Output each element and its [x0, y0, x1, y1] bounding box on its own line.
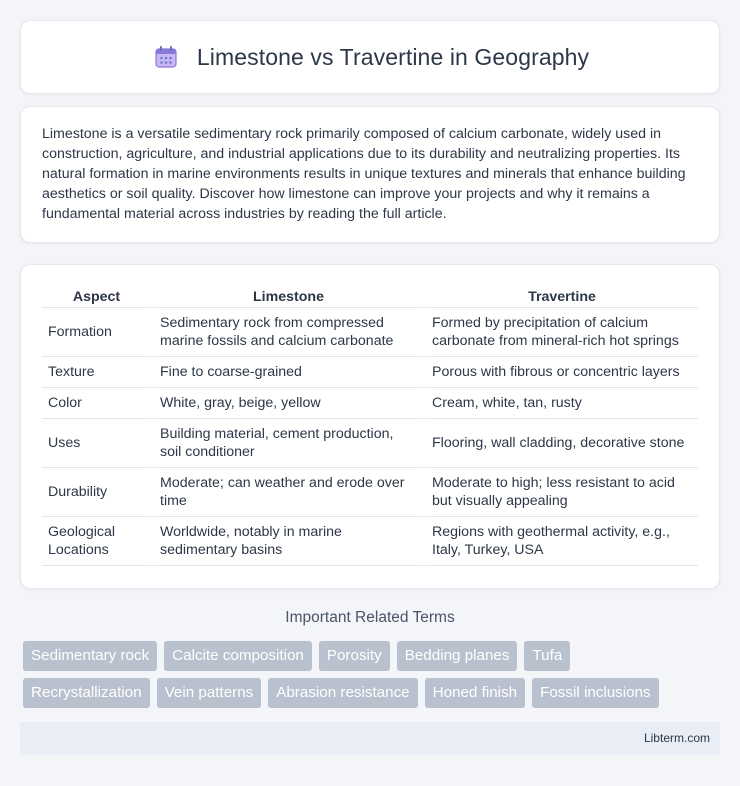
cell-limestone: Sedimentary rock from compressed marine fossils and calcium carbonate	[151, 308, 423, 357]
cell-aspect: Durability	[42, 468, 151, 517]
footer-site-link[interactable]: Libterm.com	[643, 731, 710, 745]
comparison-card	[20, 264, 720, 589]
cell-aspect: Texture	[42, 357, 151, 388]
cell-travertine: Formed by precipitation of calcium carbonate from mineral-rich hot springs	[423, 308, 698, 357]
table-row	[42, 388, 698, 419]
cell-limestone: White, gray, beige, yellow	[151, 388, 423, 419]
cell-limestone: Moderate; can weather and erode over time	[151, 468, 423, 517]
calendar-icon	[151, 42, 181, 72]
table-row	[42, 419, 698, 468]
cell-travertine: Cream, white, tan, rusty	[423, 388, 698, 419]
related-term-tag[interactable]: Vein patterns	[157, 678, 262, 708]
page-title: Limestone vs Travertine in Geography	[196, 43, 590, 70]
table-row	[42, 468, 698, 517]
cell-travertine: Moderate to high; less resistant to acid but visually appealing	[423, 468, 698, 517]
related-term-tag[interactable]: Recrystallization	[23, 678, 150, 708]
related-term-tag[interactable]: Abrasion resistance	[268, 678, 417, 708]
header-card	[20, 20, 720, 94]
related-term-tag[interactable]: Tufa	[524, 641, 570, 671]
intro-card	[20, 106, 720, 243]
cell-travertine: Regions with geothermal activity, e.g., Italy, Turkey, USA	[423, 517, 698, 566]
related-term-tag[interactable]: Sedimentary rock	[23, 641, 157, 671]
related-term-tag[interactable]: Porosity	[319, 641, 390, 671]
table-row	[42, 308, 698, 357]
table-header-row	[42, 285, 698, 308]
related-term-tag[interactable]: Honed finish	[425, 678, 525, 708]
footer	[20, 722, 720, 755]
header-limestone: Limestone	[151, 285, 423, 308]
intro-text: Limestone is a versatile sedimentary rock primarily composed of calcium carbonate, widely used in construction, agriculture, and industrial applications due to its durability and neutralizing properties. Its natural formation in marine environments results in unique textures and minerals that enhance building aesthetics or soil quality. Discover how limestone can improve your projects and why it remains a fundamental material across industries by reading the full article.	[42, 126, 686, 222]
related-term-tag[interactable]: Calcite composition	[164, 641, 312, 671]
cell-limestone: Worldwide, notably in marine sedimentary basins	[151, 517, 423, 566]
cell-limestone: Fine to coarse-grained	[151, 357, 423, 388]
cell-aspect: Uses	[42, 419, 151, 468]
table-row	[42, 357, 698, 388]
cell-aspect: Geological Locations	[42, 517, 151, 566]
cell-limestone: Building material, cement production, soil conditioner	[151, 419, 423, 468]
related-terms-list	[23, 641, 703, 708]
related-term-tag[interactable]: Bedding planes	[397, 641, 518, 671]
related-term-tag[interactable]: Fossil inclusions	[532, 678, 659, 708]
cell-aspect: Formation	[42, 308, 151, 357]
table-row	[42, 517, 698, 566]
comparison-table	[42, 285, 698, 566]
related-terms-title: Important Related Terms	[285, 609, 455, 626]
header-travertine: Travertine	[423, 285, 698, 308]
header-aspect: Aspect	[42, 285, 151, 308]
cell-travertine: Flooring, wall cladding, decorative stone	[423, 419, 698, 468]
cell-aspect: Color	[42, 388, 151, 419]
cell-travertine: Porous with fibrous or concentric layers	[423, 357, 698, 388]
